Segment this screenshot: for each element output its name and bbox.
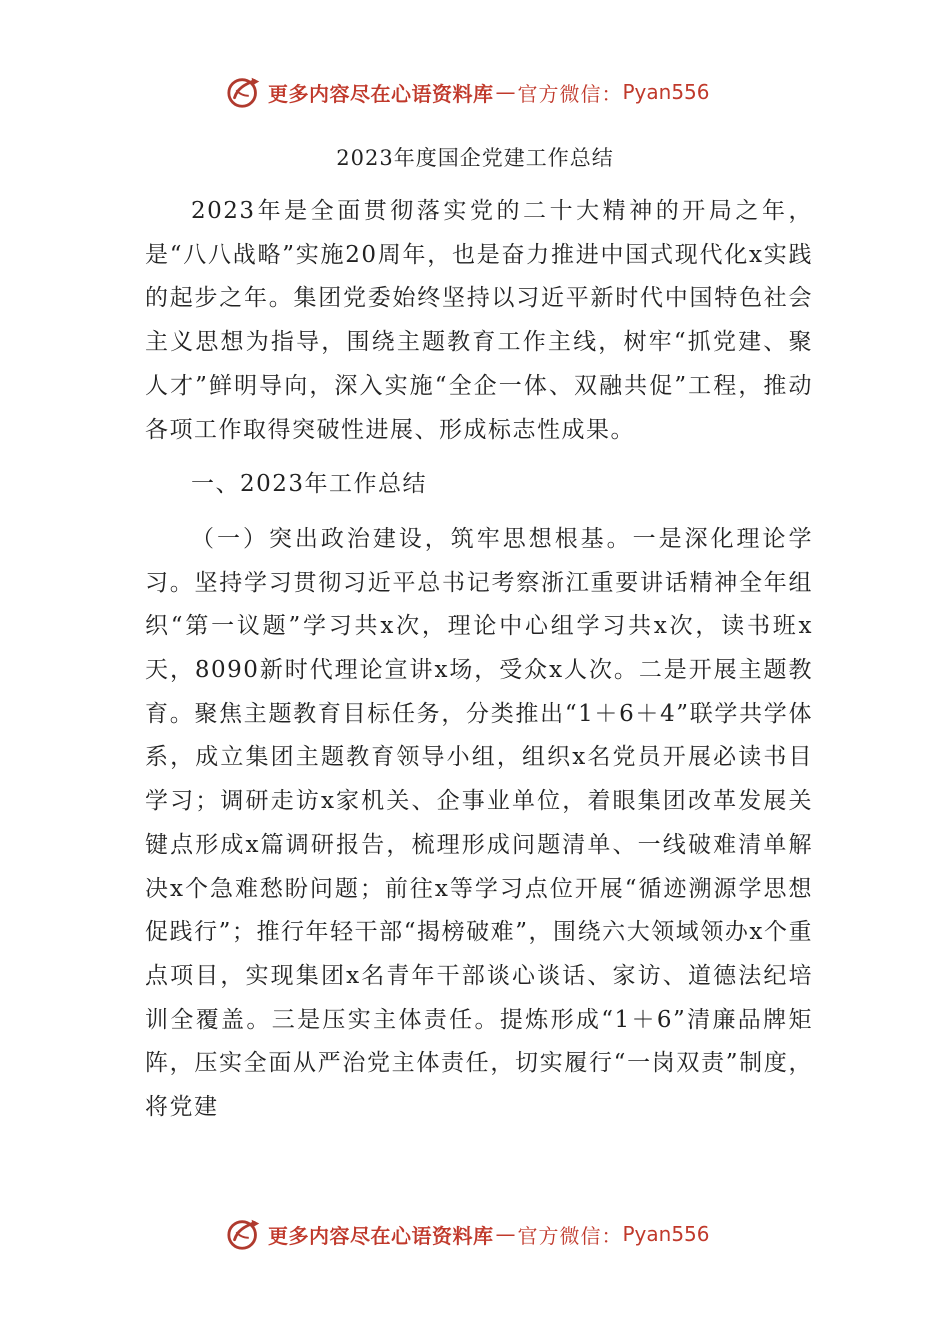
document-title: 2023年度国企党建工作总结 — [336, 146, 614, 170]
footer-wechat-id: Pyan556 — [622, 1222, 710, 1246]
brand-logo-icon — [226, 73, 264, 111]
section-heading: 一、2023年工作总结 — [191, 471, 428, 498]
header-separator: — — [495, 80, 516, 104]
section-paragraph: （一）突出政治建设，筑牢思想根基。一是深化理论学习。坚持学习贯彻习近平总书记考察浙江重要讲话精神全年组织“第一议题”学习共x次，理论中心组学习共x次，读书班x天，8090新时代理论宣讲x场，受众x人次。二是开展主题教育。聚焦主题教育目标任务，分类推出“1＋6＋4”联学共学体系，成立集团主题教育领导小组，组织x名党员开展必读书目学习；调研走访x家机关、企事业单位，着眼集团改革发展关键点形成x篇调研报告，梳理形成问题清单、一线破难清单解决x个急难愁盼问题；前往x等学习点位开展“循迹溯源学思想促践行”；推行年轻干部“揭榜破难”，围绕六大领域领办x个重点项目，实现集团x名青年干部谈心谈话、家访、道德法纪培训全覆盖。三是压实主体责任。提炼形成“1＋6”清廉品牌矩阵，压实全面从严治党主体责任，切实履行“一岗双责”制度，将党建 — [145, 525, 813, 1121]
header-wechat-label: 官方微信： — [517, 81, 623, 106]
intro-paragraph: 2023年是全面贯彻落实党的二十大精神的开局之年，是“八八战略”实施20周年，也是奋力推进中国式现代化x实践的起步之年。集团党委始终坚持以习近平新时代中国特色社会主义思想为指导，围绕主题教育工作主线，树牢“抓党建、聚人才”鲜明导向，深入实施“全企一体、双融共促”工程，推动各项工作取得突破性进展、形成标志性成果。 — [145, 198, 813, 443]
footer-brand-text: 更多内容尽在心语资料库 — [268, 1223, 494, 1248]
header-wechat-id: Pyan556 — [622, 80, 710, 104]
document-body — [145, 190, 813, 1130]
brand-logo-icon — [226, 1215, 264, 1253]
footer-separator: — — [495, 1222, 516, 1246]
header-banner — [226, 72, 726, 112]
footer-banner — [226, 1214, 726, 1254]
footer-wechat-label: 官方微信： — [517, 1223, 623, 1248]
header-brand-text: 更多内容尽在心语资料库 — [268, 81, 494, 106]
